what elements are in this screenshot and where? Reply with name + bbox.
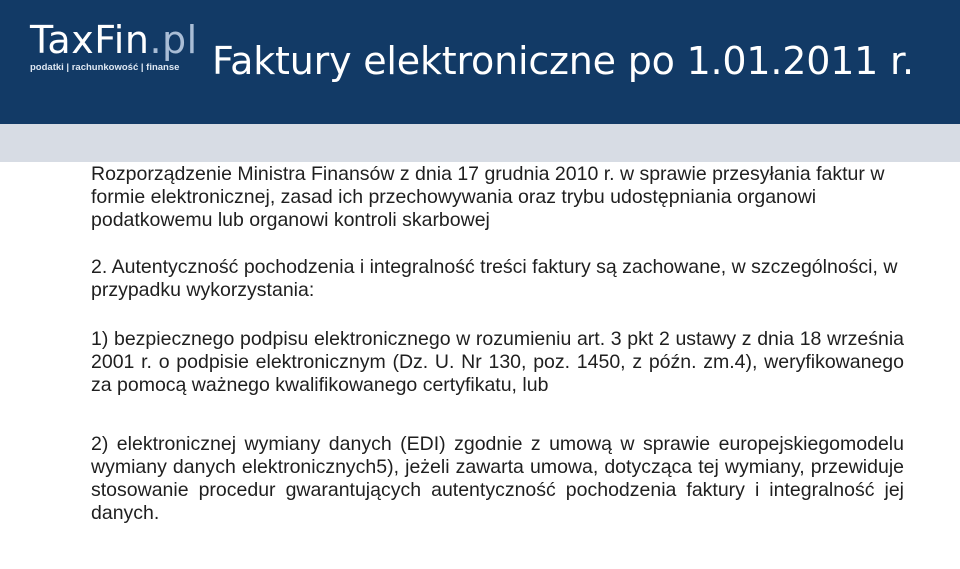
slide-body (91, 163, 904, 525)
slide-title: Faktury elektroniczne po 1.01.2011 r. (212, 39, 914, 83)
logo-name-suffix: .pl (149, 18, 198, 62)
logo-name-main: TaxFin (30, 18, 150, 62)
logo-name (30, 18, 198, 62)
logo-tagline: podatki | rachunkowość | finanse (30, 62, 180, 73)
taxfin-logo (30, 18, 198, 73)
list-item-2: 2) elektronicznej wymiany danych (EDI) zgodnie z umową w sprawie europejskiegomodelu wymiany danych elektronicznych5), jeżeli zawarta umowa, dotycząca tej wymiany, przewiduje stosowanie procedur gwarantujących autentyczność pochodzenia faktury i integralność jej danych. (91, 433, 904, 524)
slide-header (0, 0, 960, 124)
header-band (0, 124, 960, 162)
list-item-1: 1) bezpiecznego podpisu elektronicznego w rozumieniu art. 3 pkt 2 ustawy z dnia 18 września 2001 r. o podpisie elektronicznym (Dz. U. Nr 130, poz. 1450, z późn. zm.4), weryfikowanego za pomocą ważnego kwalifikowanego certyfikatu, lub (91, 328, 904, 396)
regulation-intro: Rozporządzenie Ministra Finansów z dnia 17 grudnia 2010 r. w sprawie przesyłania faktur w formie elektronicznej, zasad ich przechowywania oraz trybu udostępniania organowi podatkowemu lub organowi kontroli skarbowej (91, 163, 885, 231)
paragraph-2: 2. Autentyczność pochodzenia i integralność treści faktury są zachowane, w szczególności, w przypadku wykorzystania: (91, 256, 898, 301)
